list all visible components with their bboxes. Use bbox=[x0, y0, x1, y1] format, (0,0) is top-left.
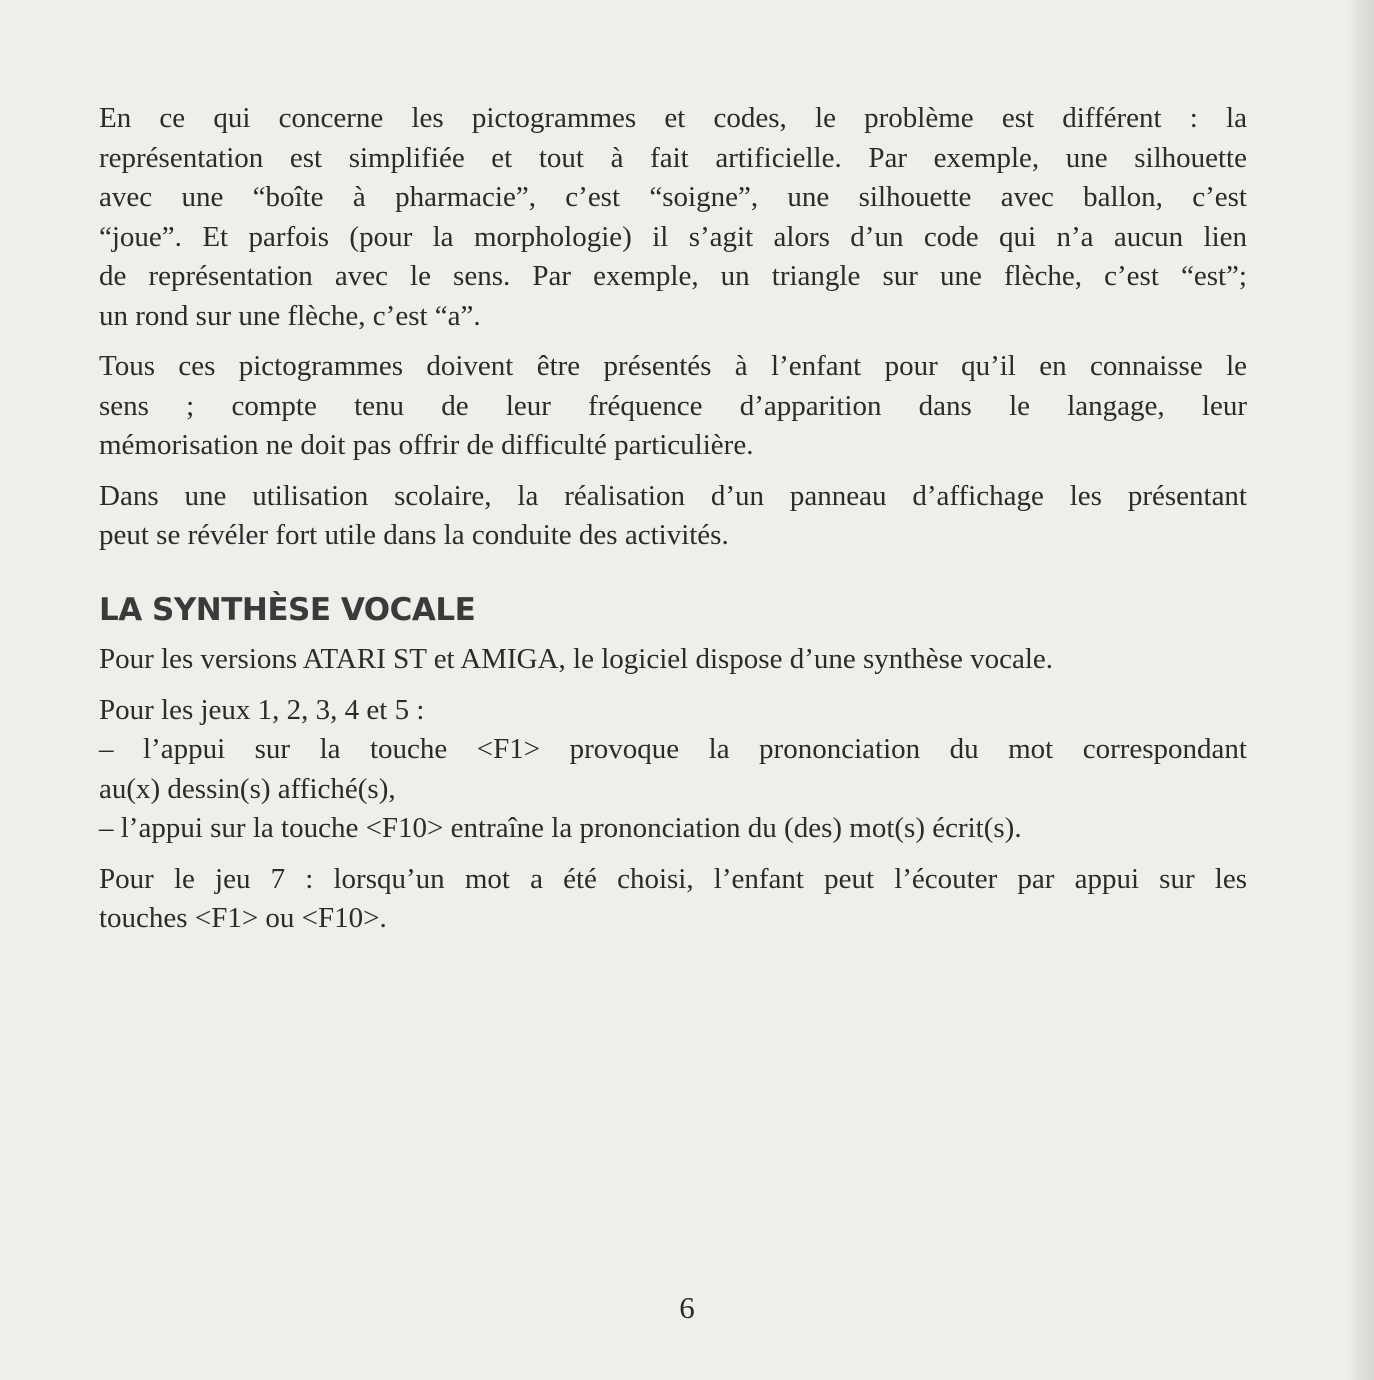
text-line: – l’appui sur la touche <F10> entraîne la prononciation du (des) mot(s) écrit(s). bbox=[99, 812, 1022, 844]
page-edge bbox=[1346, 0, 1374, 1380]
text-line: un rond sur une flèche, c’est “a”. bbox=[99, 299, 481, 332]
paragraph-versions bbox=[99, 640, 1247, 680]
text-line: Tous ces pictogrammes doivent être présentés à l’enfant pour qu’il en connaisse le bbox=[99, 350, 1247, 382]
section-pictogrammes bbox=[99, 99, 1247, 556]
paragraph-pictogrammes-codes bbox=[99, 99, 1247, 336]
text-line: Pour le jeu 7 : lorsqu’un mot a été choisi, l’enfant peut l’écouter par appui sur les bbox=[99, 862, 1247, 895]
paragraph-jeu-7 bbox=[99, 860, 1247, 939]
text-line: touches <F1> ou <F10>. bbox=[99, 902, 387, 934]
text-line: – l’appui sur la touche <F1> provoque la prononciation du mot correspondant bbox=[99, 733, 1247, 765]
page-number: 6 bbox=[679, 1290, 695, 1325]
paragraph-utilisation-scolaire bbox=[99, 477, 1247, 556]
section-heading: LA SYNTHÈSE VOCALE bbox=[99, 592, 476, 628]
section-synthese-vocale bbox=[99, 640, 1247, 939]
text-line: sens ; compte tenu de leur fréquence d’apparition dans le langage, leur bbox=[99, 389, 1247, 422]
text-line: En ce qui concerne les pictogrammes et codes, le problème est différent : la bbox=[99, 102, 1247, 134]
paragraph-jeux-1-5 bbox=[99, 691, 1247, 849]
text-line: peut se révéler fort utile dans la conduite des activités. bbox=[99, 519, 729, 551]
paragraph-memorisation bbox=[99, 347, 1247, 466]
text-line: mémorisation ne doit pas offrir de difficulté particulière. bbox=[99, 429, 754, 461]
text-line: Pour les versions ATARI ST et AMIGA, le logiciel dispose d’une synthèse vocale. bbox=[99, 643, 1054, 675]
text-line: de représentation avec le sens. Par exemple, un triangle sur une flèche, c’est “est”; bbox=[99, 260, 1247, 292]
text-line: Pour les jeux 1, 2, 3, 4 et 5 : bbox=[99, 693, 425, 726]
text-line: au(x) dessin(s) affiché(s), bbox=[99, 772, 396, 805]
text-line: représentation est simplifiée et tout à fait artificielle. Par exemple, une silhouette bbox=[99, 141, 1247, 174]
text-line: Dans une utilisation scolaire, la réalisation d’un panneau d’affichage les présentant bbox=[99, 479, 1247, 512]
text-line: avec une “boîte à pharmacie”, c’est “soigne”, une silhouette avec ballon, c’est bbox=[99, 181, 1247, 213]
text-line: “joue”. Et parfois (pour la morphologie) il s’agit alors d’un code qui n’a aucun lien bbox=[99, 220, 1247, 253]
